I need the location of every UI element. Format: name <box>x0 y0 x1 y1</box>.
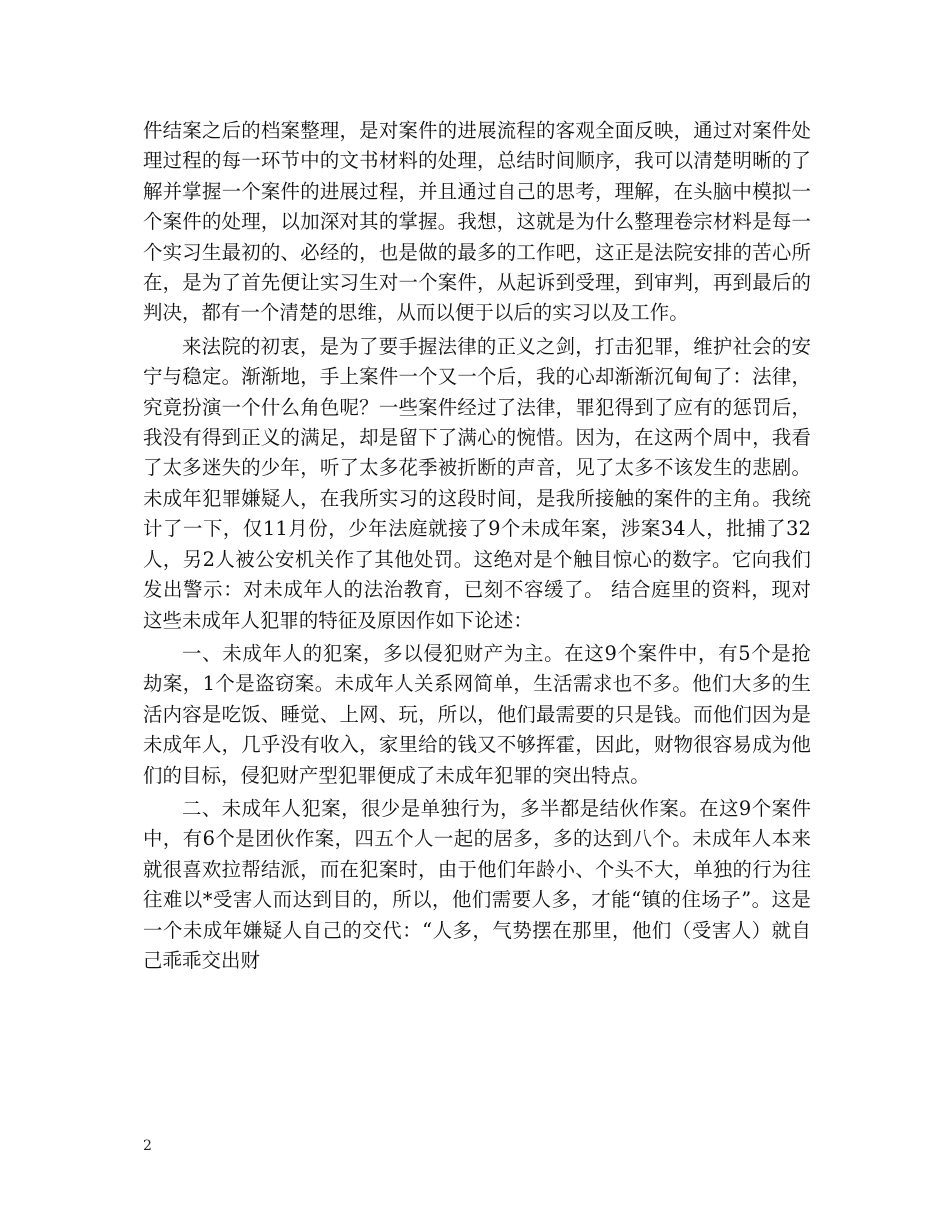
page-body <box>143 116 811 976</box>
paragraph-point-one: 一、未成年人的犯案，多以侵犯财产为主。在这9个案件中，有5个是抢劫案，1个是盗窃案。未成年人关系网简单，生活需求也不多。他们大多的生活内容是吃饭、睡觉、上网、玩，所以，他们最需要的只是钱。而他们因为是未成年人，几乎没有收入，家里给的钱又不够挥霍，因此，财物很容易成为他们的目标，侵犯财产型犯罪便成了未成年犯罪的突出特点。 <box>143 641 811 787</box>
page-number: 2 <box>143 1138 152 1154</box>
paragraph-motivation: 来法院的初衷，是为了要手握法律的正义之剑，打击犯罪，维护社会的安宁与稳定。渐渐地，手上案件一个又一个后，我的心却渐渐沉甸甸了：法律，究竟扮演一个什么角色呢？一些案件经过了法律，罪犯得到了应有的惩罚后，我没有得到正义的满足，却是留下了满心的惋惜。因为，在这两个周中，我看了太多迷失的少年，听了太多花季被折断的声音，见了太多不该发生的悲剧。未成年犯罪嫌疑人，在我所实习的这段时间，是我所接触的案件的主角。我统计了一下，仅11月份，少年法庭就接了9个未成年案，涉案34人，批捕了32人，另2人被公安机关作了其他处罚。这绝对是个触目惊心的数字。它向我们发出警示：对未成年人的法治教育，已刻不容缓了。 结合庭里的资料，现对这些未成年人犯罪的特征及原因作如下论述： <box>143 334 811 632</box>
paragraph-continuation: 件结案之后的档案整理，是对案件的进展流程的客观全面反映，通过对案件处理过程的每一环节中的文书材料的处理，总结时间顺序，我可以清楚明晰的了解并掌握一个案件的进展过程，并且通过自己的思考，理解，在头脑中模拟一个案件的处理，以加深对其的掌握。我想，这就是为什么整理卷宗材料是每一个实习生最初的、必经的，也是做的最多的工作吧，这正是法院安排的苦心所在，是为了首先便让实习生对一个案件，从起诉到受理，到审判，再到最后的判决，都有一个清楚的思维，从而以便于以后的实习以及工作。 <box>143 119 811 325</box>
paragraph-point-two: 二、未成年人犯案，很少是单独行为，多半都是结伙作案。在这9个案件中，有6个是团伙作案，四五个人一起的居多，多的达到八个。未成年人本来就很喜欢拉帮结派，而在犯案时，由于他们年龄小、个头不大，单独的行为往往难以*受害人而达到目的，所以，他们需要人多，才能“镇的住场子”。这是一个未成年嫌疑人自己的交代：“人多，气势摆在那里，他们（受害人）就自己乖乖交出财 <box>143 796 811 972</box>
